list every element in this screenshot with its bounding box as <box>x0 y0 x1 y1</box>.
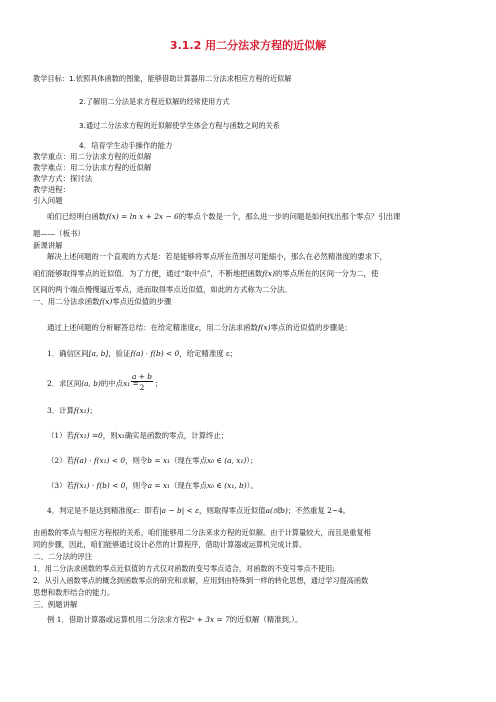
step-2: 2．求区间(a, b)的中点x₁ = <box>47 379 139 388</box>
teaching-process: 教学进程： <box>33 185 70 194</box>
section-2-heading: 二、二分法的评注 <box>33 552 93 561</box>
relation-p2: 同的步骤，因此，咱们能够通过设计必然的计算程序，借助计算器或运算机完成计算。 <box>33 540 307 549</box>
relation-p1: 由函数的零点与相应方程根的关系，咱们能够用二分法来求方程的近似解。由于计算量较大，而且是重复相 <box>33 528 371 537</box>
example-1: 例 1．借助计算器或运算机用二分法求方程2ˣ + 3x = 7的近似解（精准到,）。 <box>47 615 303 624</box>
key-point: 教学重点：用二分法求方程的近似解 <box>33 152 152 161</box>
case-3: （3）若f(x₁) · f(b) < 0，则令a = x₁（现在零点x₀ ∈ (x₁, b)）。 <box>47 481 258 490</box>
difficult-point: 教学难点：用二分法求方程的近似解 <box>33 163 152 172</box>
step-1: 1．确信区间[a, b]，验证f(a) · f(b) < 0，给定精准度 ε； <box>47 349 238 358</box>
intro-formula: f(x) = ln x + 2x − 6 <box>106 212 179 221</box>
objective-4: 4．培育学生动手操作的能力 <box>79 141 173 150</box>
objective-3: 3.通过二分法求方程的近似解使学生体会方程与函数之间的关系 <box>79 121 280 130</box>
step-2-numerator: a + b <box>131 372 153 381</box>
new-lesson-p2: 咱们能够取得零点的近似值．为了方便，通过“取中点”，不断地把函数f(x)的零点所在的区间一分为二，使 <box>33 269 379 278</box>
step-2-end: ； <box>155 379 163 388</box>
section-3-heading: 三、例题讲解 <box>33 600 78 609</box>
page-title: 3.1.2 用二分法求方程的近似解 <box>169 39 327 52</box>
objective-1: 教学目标：1.依照具体函数的图象，能够借助计算器用二分法求相应方程的近似解 <box>33 74 292 83</box>
section-2-item-1: 1．用二分法求函数的零点近似值的方式仅对函数的变号零点适合，对函数的不变号零点不使用; <box>33 564 335 573</box>
step-2-denominator: 2 <box>139 383 145 392</box>
section-1-heading: 一、用二分法求函数f(x)零点近似值的步骤 <box>33 297 172 306</box>
objective-2: 2.了解用二分法是求方程近似解的经常使用方式 <box>79 97 230 106</box>
new-lesson-p1: 解决上述问题的一个直观的方式是：若是能够将零点所在范围尽可能缩小，那么在必然精准度的要求下， <box>47 252 387 261</box>
step-3: 3．计算f(x₁)； <box>47 406 97 415</box>
new-lesson-p3: 区间的两个端点慢慢逼近零点，进而取得零点近似值，如此的方式称为二分法。 <box>33 285 292 294</box>
intro-line-1: 咱们已经明白函数f(x) = ln x + 2x − 6的零点个数是一个，那么进一步的问题是如何找出那个零点？引出课 <box>47 212 401 221</box>
example-formula: 2ˣ + 3x = 7 <box>187 615 230 624</box>
intro-heading: 引入问题 <box>33 196 63 205</box>
section-2-item-2b: 思想和数形结合的能力。 <box>33 588 115 597</box>
section-2-item-2a: 2．从引入函数零点的概念到函数零点的研究和求解，应用到由特殊到一样的转化思想，通过学习提高函数 <box>33 576 369 585</box>
case-2: （2）若f(a) · f(x₁) < 0，则令b = x₁（现在零点x₀ ∈ (a, x₁)）； <box>47 456 258 465</box>
step-4: 4．判定是不是达到精准度ε：即若|a − b| < ε，则取得零点近似值a(或b)；不然重复 2~4。 <box>47 506 351 515</box>
section-1-lead: 通过上述问题的分析解答总结：在给定精准度ε，用二分法求函数f(x)零点的近似值的步骤是： <box>47 323 352 332</box>
teaching-method: 教学方式：探讨法 <box>33 174 93 183</box>
intro-line-2: 题——（板书） <box>33 229 85 238</box>
new-lesson-heading: 新课讲解 <box>33 241 63 250</box>
case-1: （1）若f(x₁) =0，则x₁确实是函数的零点，计算终止； <box>47 431 229 440</box>
